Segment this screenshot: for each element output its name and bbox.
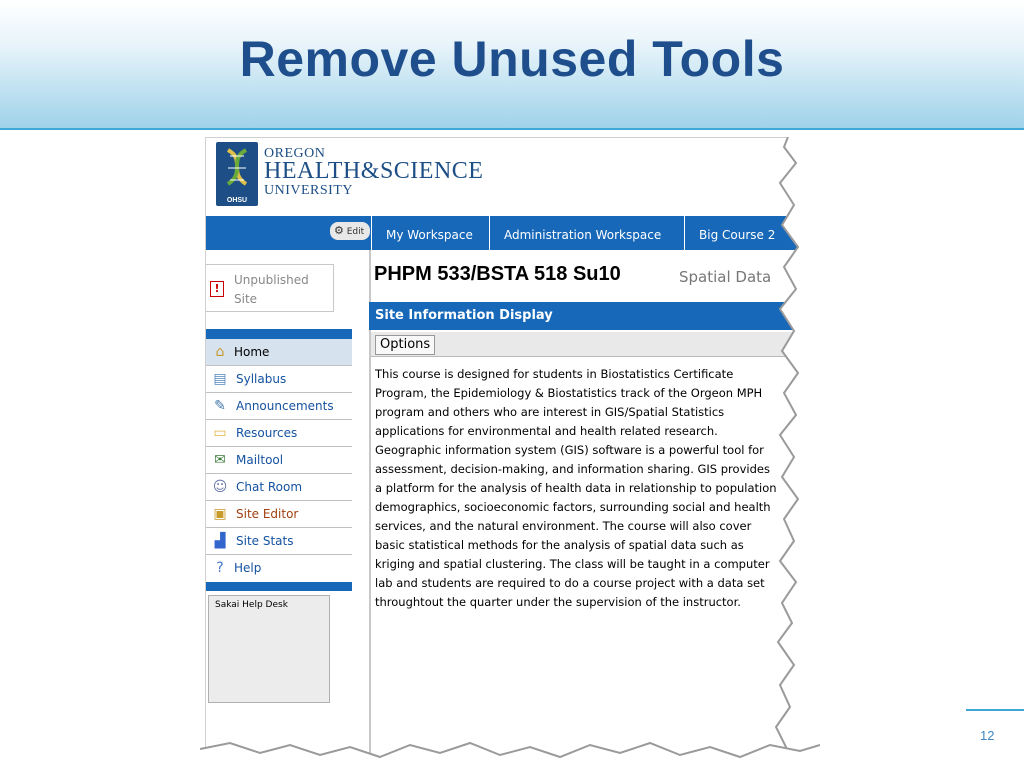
- options-toolbar: [371, 332, 805, 357]
- warning-icon: !: [210, 281, 224, 297]
- torn-paper-bottom: [200, 735, 820, 768]
- description-line: kriging and spatial clustering. The class will be taught in a computer: [375, 557, 770, 571]
- tool-label: Mailtool: [236, 453, 284, 467]
- description-line: lab and students are required to do a course project with a data set: [375, 576, 765, 590]
- tab-my-workspace[interactable]: My Workspace: [371, 216, 487, 250]
- home-icon: ⌂: [215, 344, 225, 360]
- gear-icon: ⚙: [334, 224, 344, 237]
- description-line: throughtout the quarter under the supervision of the instructor.: [375, 595, 741, 609]
- tool-label: Syllabus: [236, 372, 287, 386]
- tool-menu: [206, 329, 352, 591]
- chat-icon: ☺: [212, 479, 228, 495]
- description-line: This course is designed for students in Biostatistics Certificate: [375, 367, 734, 381]
- description-line: Geographic information system (GIS) software is a powerful tool for: [375, 443, 764, 457]
- site-editor-icon: ▣: [213, 506, 227, 522]
- logo-badge: OHSU: [226, 197, 248, 204]
- description-line: program and others who are interest in GIS/Spatial Statistics: [375, 405, 725, 419]
- site-information-panel: [369, 302, 805, 768]
- tab-administration-workspace[interactable]: Administration Workspace: [489, 216, 675, 250]
- unpublished-site-text: Unpublished Site: [234, 273, 309, 306]
- help-icon: ?: [216, 560, 224, 576]
- ohsu-logo-emblem: [216, 142, 258, 206]
- tab-big-course-2[interactable]: Big Course 2: [684, 216, 789, 250]
- folder-icon: ▭: [213, 425, 227, 441]
- description-line: services, and the natural environment. The course will also cover: [375, 519, 752, 533]
- site-description: [375, 365, 805, 612]
- torn-paper-edge: [768, 137, 818, 768]
- description-line: Program, the Epidemiology & Biostatistics track of the Orgeon MPH: [375, 386, 763, 400]
- stats-icon: ▟: [214, 533, 226, 549]
- description-line: a platform for the analysis of health data in relationship to population: [375, 481, 777, 495]
- description-line: assessment, decision-making, and information sharing. GIS provides: [375, 462, 770, 476]
- tool-site-stats[interactable]: [206, 528, 352, 555]
- site-subtitle: Spatial Data: [679, 268, 772, 286]
- tool-label: Home: [234, 345, 270, 359]
- tool-chat-room[interactable]: [206, 474, 352, 501]
- logo-line-university: UNIVERSITY: [264, 183, 353, 198]
- description-line: demographics, socioeconomic factors, surrounding social and health: [375, 500, 771, 514]
- edit-button[interactable]: [330, 222, 370, 240]
- logo-line-oregon: OREGON: [264, 146, 326, 161]
- announcements-icon: ✎: [214, 398, 226, 414]
- options-button[interactable]: Options: [375, 335, 435, 355]
- syllabus-icon: ▤: [213, 371, 227, 387]
- tool-label: Site Editor: [236, 507, 299, 521]
- site-information-header: Site Information Display: [369, 302, 805, 330]
- slide-title: Remove Unused Tools: [239, 31, 785, 87]
- slide-header: [0, 0, 1024, 130]
- tool-home[interactable]: [206, 339, 352, 366]
- lms-screenshot: [205, 137, 805, 768]
- tool-help[interactable]: [206, 555, 352, 582]
- sakai-help-desk: Sakai Help Desk: [208, 595, 330, 703]
- tool-syllabus[interactable]: [206, 366, 352, 393]
- description-line: basic statistical methods for the analysis of spatial data such as: [375, 538, 744, 552]
- logo-bar: [206, 138, 805, 216]
- tool-label: Chat Room: [236, 480, 303, 494]
- top-nav-bar: [206, 216, 805, 250]
- footer-accent-line: [966, 709, 1024, 711]
- tool-mailtool[interactable]: [206, 447, 352, 474]
- tool-label: Site Stats: [236, 534, 294, 548]
- tool-label: Help: [234, 561, 262, 575]
- tool-announcements[interactable]: [206, 393, 352, 420]
- mail-icon: ✉: [214, 452, 226, 468]
- description-line: applications for environmental and health related research.: [375, 424, 718, 438]
- tool-label: Announcements: [236, 399, 334, 413]
- tool-label: Resources: [236, 426, 298, 440]
- site-title: PHPM 533/BSTA 518 Su10: [374, 263, 621, 285]
- logo-line-health-science: HEALTH&SCIENCE: [264, 158, 484, 184]
- tool-site-editor[interactable]: [206, 501, 352, 528]
- unpublished-site-notice: [206, 264, 334, 312]
- slide-page-number: 12: [980, 728, 995, 743]
- tool-resources[interactable]: [206, 420, 352, 447]
- edit-label: Edit: [346, 227, 365, 237]
